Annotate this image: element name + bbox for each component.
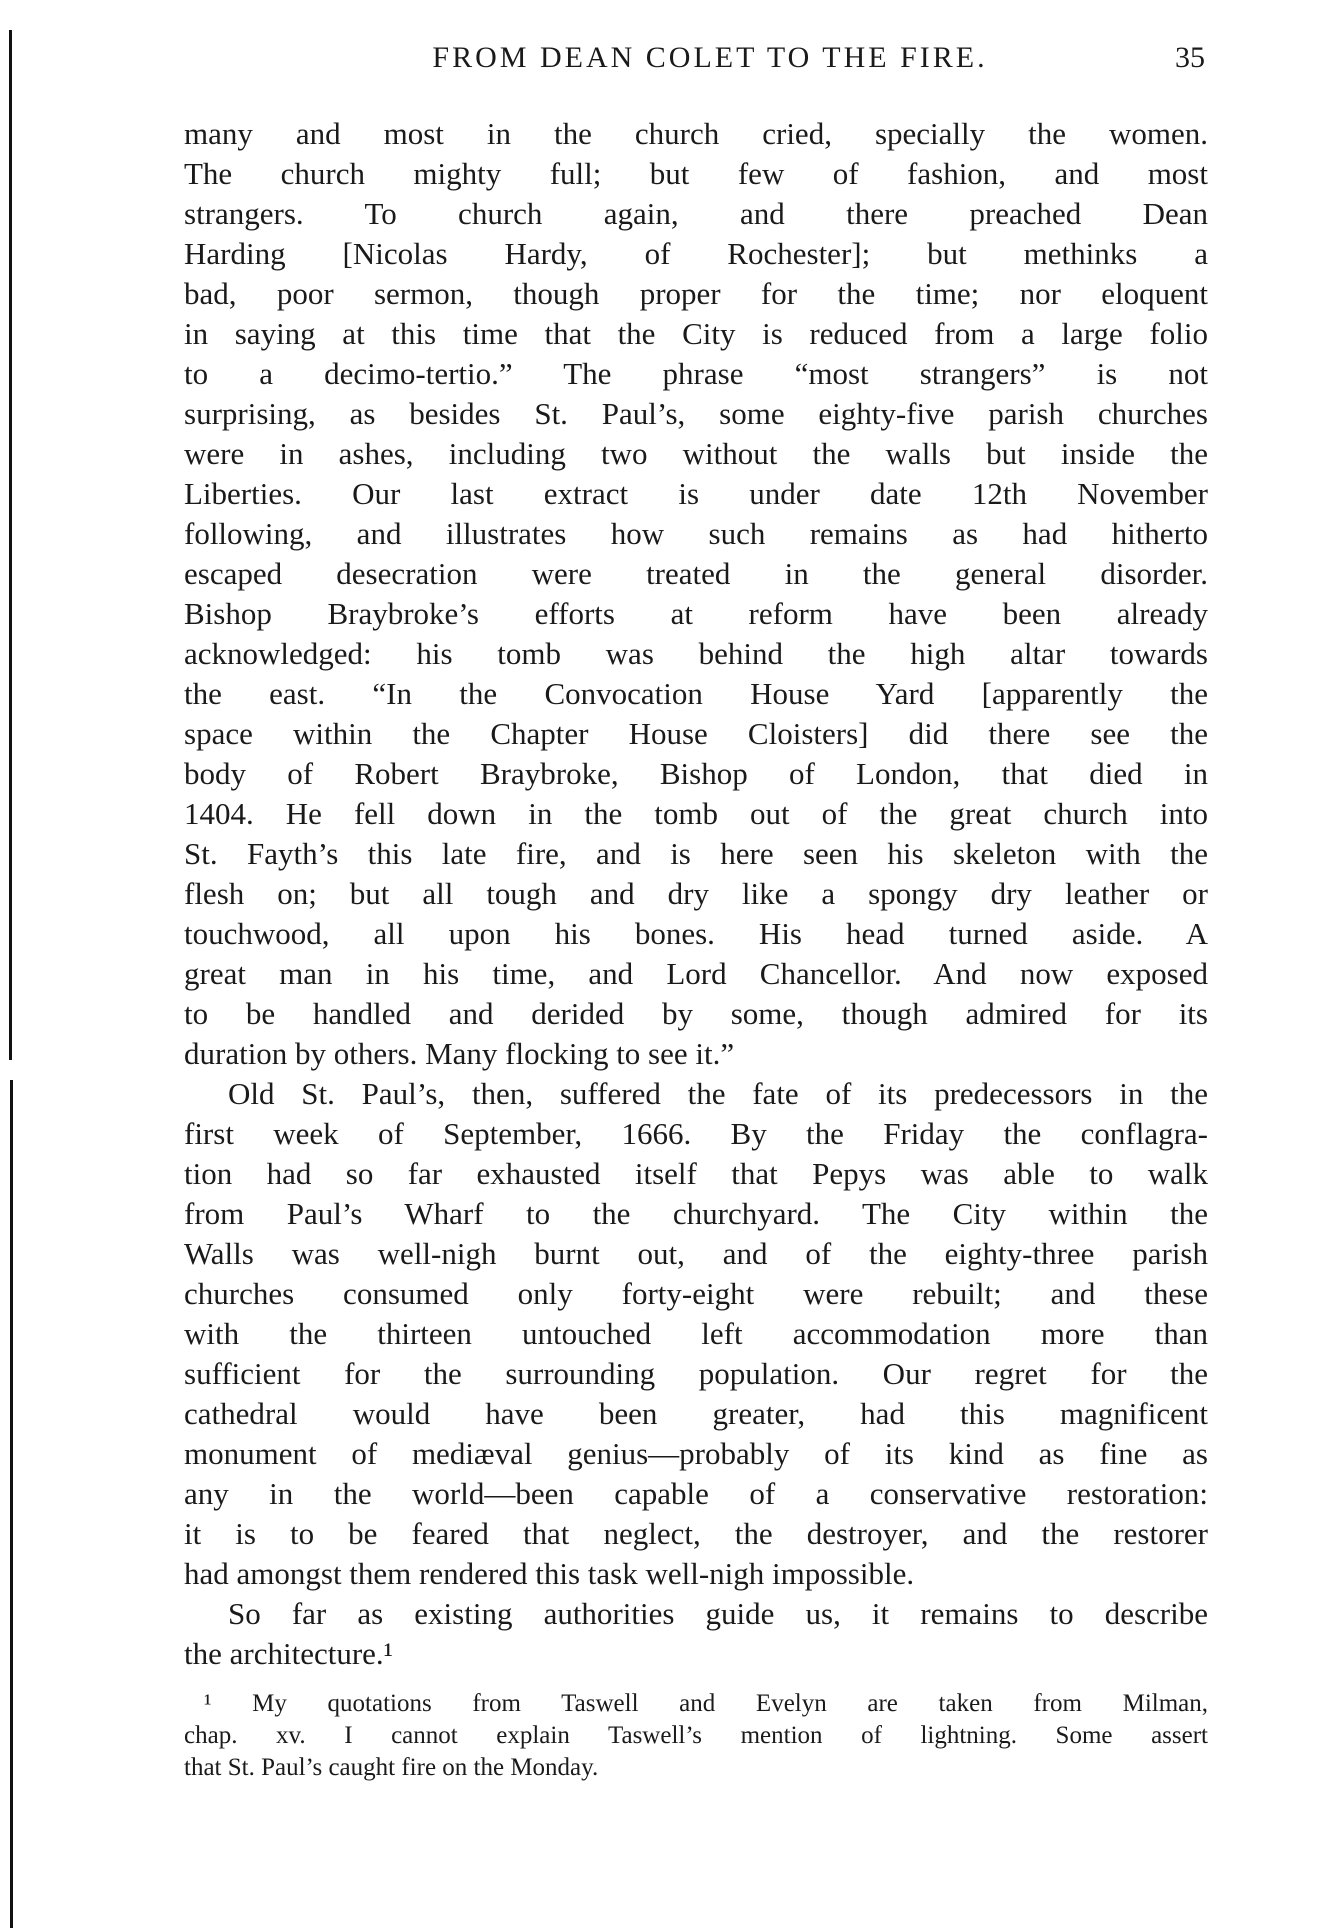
text-line: to a decimo-tertio.” The phrase “most strangers” is not (184, 356, 1208, 391)
text-line: monument of mediæval genius—probably of its kind as fine as (184, 1436, 1208, 1471)
text-line: cathedral would have been greater, had this magnificent (184, 1396, 1208, 1431)
paragraph (184, 1594, 1208, 1674)
text-line: St. Fayth’s this late fire, and is here seen his skeleton with the (184, 836, 1208, 871)
text-line: The church mighty full; but few of fashion, and most (184, 156, 1208, 191)
body-text (184, 114, 1208, 1674)
text-line: duration by others. Many flocking to see it.” (184, 1036, 735, 1071)
paragraph (184, 1074, 1208, 1594)
footnote-line: that St. Paul’s caught fire on the Monday. (184, 1754, 599, 1781)
text-line: to be handled and derided by some, though admired for its (184, 996, 1208, 1031)
text-line: it is to be feared that neglect, the destroyer, and the restorer (184, 1516, 1208, 1551)
text-line: escaped desecration were treated in the general disorder. (184, 556, 1208, 591)
text-line: churches consumed only forty-eight were rebuilt; and these (184, 1276, 1208, 1311)
text-line: following, and illustrates how such remains as had hitherto (184, 516, 1208, 551)
page-number: 35 (1175, 41, 1205, 74)
text-line: from Paul’s Wharf to the churchyard. The City within the (184, 1196, 1208, 1231)
text-line: flesh on; but all tough and dry like a spongy dry leather or (184, 876, 1208, 911)
text-line: Bishop Braybroke’s efforts at reform have been already (184, 596, 1208, 631)
text-line: surprising, as besides St. Paul’s, some eighty-five parish churches (184, 396, 1208, 431)
text-line: any in the world—been capable of a conservative restoration: (184, 1476, 1208, 1511)
paragraph (184, 114, 1208, 1074)
text-line: touchwood, all upon his bones. His head turned aside. A (184, 916, 1208, 951)
page-edge-shadow (9, 30, 12, 1060)
text-line: bad, poor sermon, though proper for the time; nor eloquent (184, 276, 1208, 311)
running-title: FROM DEAN COLET TO THE FIRE. (432, 41, 988, 74)
footnote (184, 1688, 1208, 1784)
footnote-line: chap. xv. I cannot explain Taswell’s mention of lightning. Some assert (184, 1722, 1208, 1749)
text-line: first week of September, 1666. By the Friday the conflagra- (184, 1116, 1208, 1151)
text-line: were in ashes, including two without the walls but inside the (184, 436, 1208, 471)
text-line: Walls was well-nigh burnt out, and of the eighty-three parish (184, 1236, 1208, 1271)
footnote-line: ¹ My quotations from Taswell and Evelyn are taken from Milman, (204, 1690, 1208, 1717)
text-line: tion had so far exhausted itself that Pepys was able to walk (184, 1156, 1208, 1191)
text-line: strangers. To church again, and there preached Dean (184, 196, 1208, 231)
text-line: body of Robert Braybroke, Bishop of London, that died in (184, 756, 1208, 791)
text-line: acknowledged: his tomb was behind the high altar towards (184, 636, 1208, 671)
text-line: many and most in the church cried, specially the women. (184, 116, 1208, 151)
text-line: 1404. He fell down in the tomb out of the great church into (184, 796, 1208, 831)
text-line: great man in his time, and Lord Chancellor. And now exposed (184, 956, 1208, 991)
text-line: the architecture.¹ (184, 1636, 393, 1671)
text-line: the east. “In the Convocation House Yard [apparently the (184, 676, 1208, 711)
text-line: had amongst them rendered this task well-nigh impossible. (184, 1556, 915, 1591)
text-line: space within the Chapter House Cloisters] did there see the (184, 716, 1208, 751)
text-line: Harding [Nicolas Hardy, of Rochester]; but methinks a (184, 236, 1208, 271)
text-line: sufficient for the surrounding population. Our regret for the (184, 1356, 1208, 1391)
text-line: with the thirteen untouched left accommodation more than (184, 1316, 1208, 1351)
text-line: Old St. Paul’s, then, suffered the fate of its predecessors in the (228, 1076, 1208, 1111)
text-line: Liberties. Our last extract is under date 12th November (184, 476, 1208, 511)
text-line: So far as existing authorities guide us, it remains to describe (228, 1596, 1208, 1631)
text-line: in saying at this time that the City is reduced from a large folio (184, 316, 1208, 351)
page-edge-shadow (10, 1080, 13, 1928)
